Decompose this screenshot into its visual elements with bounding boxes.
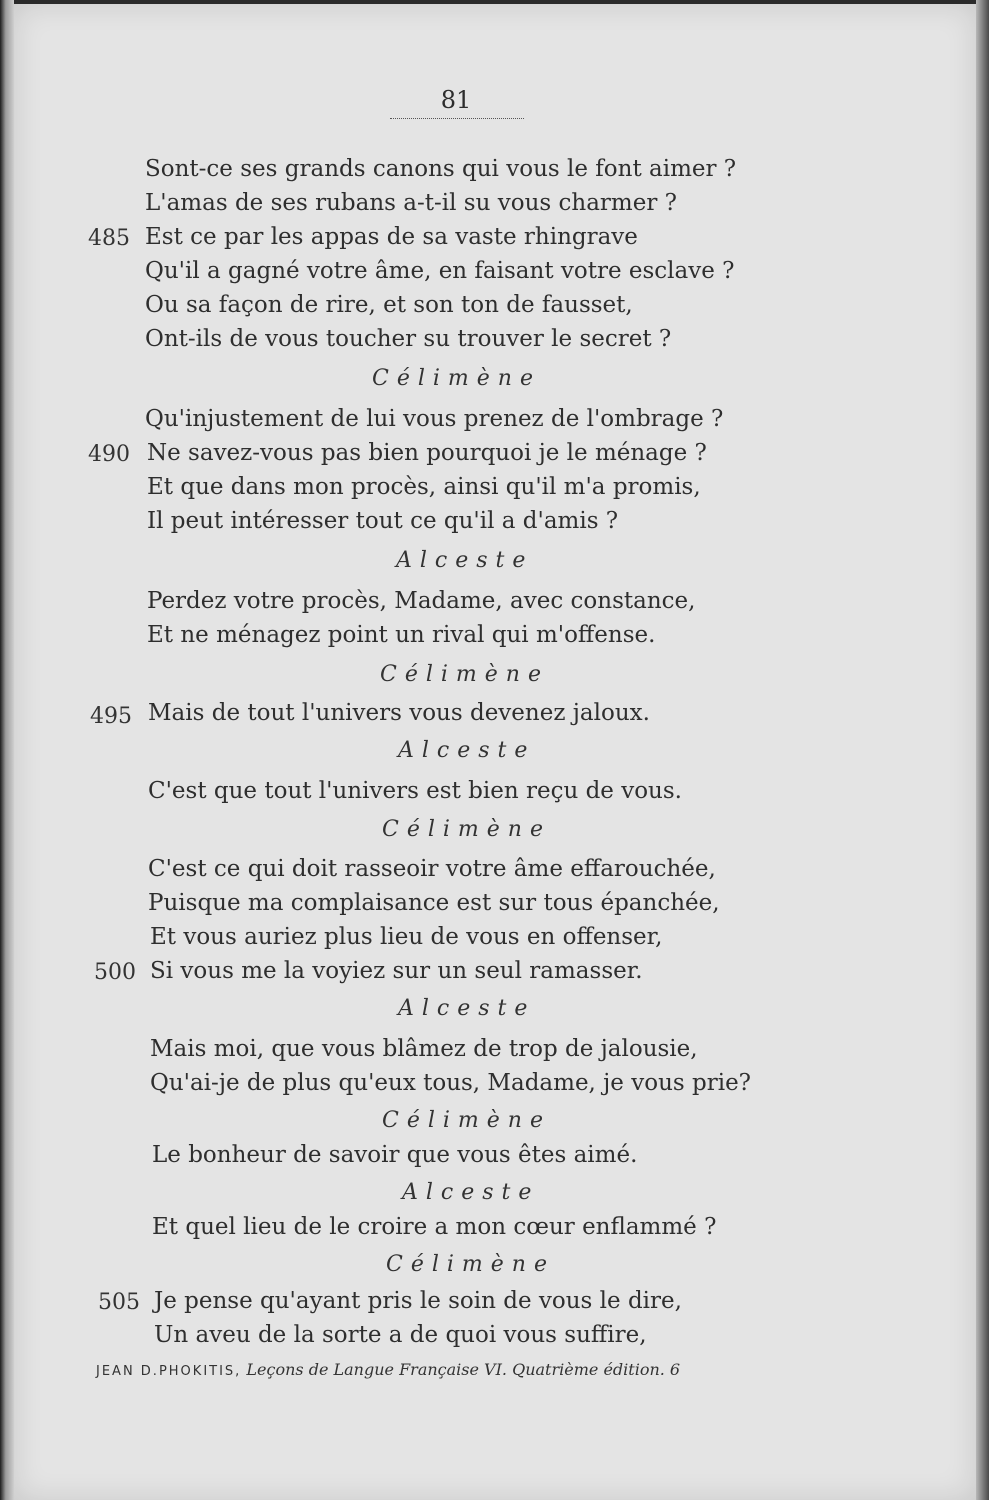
verse-line: Puisque ma complaisance est sur tous épanchée, xyxy=(148,890,720,916)
book-gutter-left xyxy=(0,0,14,1500)
page-footer xyxy=(96,1360,680,1379)
verse-line: Mais de tout l'univers vous devenez jaloux. xyxy=(148,700,650,726)
verse-line: Et quel lieu de le croire a mon cœur enflammé ? xyxy=(152,1214,717,1240)
line-number: 490 xyxy=(88,442,130,467)
speaker-name: Célimène xyxy=(380,662,549,687)
verse-line: Sont-ce ses grands canons qui vous le font aimer ? xyxy=(145,156,737,182)
verse-line: Perdez votre procès, Madame, avec constance, xyxy=(147,588,696,614)
speaker-name: Alceste xyxy=(396,548,534,573)
footer-author: JEAN D.PHOKITIS, xyxy=(96,1364,242,1379)
verse-line: C'est que tout l'univers est bien reçu de vous. xyxy=(148,778,682,804)
line-number: 505 xyxy=(98,1290,140,1315)
verse-line: Je pense qu'ayant pris le soin de vous le dire, xyxy=(154,1288,682,1314)
page-number: 81 xyxy=(440,86,472,114)
verse-line: C'est ce qui doit rasseoir votre âme effarouchée, xyxy=(148,856,716,882)
page-number-rule xyxy=(390,118,524,119)
verse-line: Et ne ménagez point un rival qui m'offense. xyxy=(147,622,656,648)
speaker-name: Célimène xyxy=(386,1252,555,1277)
verse-line: Et vous auriez plus lieu de vous en offenser, xyxy=(150,924,663,950)
verse-line: Mais moi, que vous blâmez de trop de jalousie, xyxy=(150,1036,698,1062)
verse-line: Est ce par les appas de sa vaste rhingrave xyxy=(145,224,638,250)
verse-line: L'amas de ses rubans a-t-il su vous charmer ? xyxy=(145,190,677,216)
speaker-name: Célimène xyxy=(382,1108,551,1133)
line-number: 485 xyxy=(88,226,130,251)
verse-line: Le bonheur de savoir que vous êtes aimé. xyxy=(152,1142,638,1168)
line-number: 495 xyxy=(90,704,132,729)
footer-book-title: Leçons de Langue Française VI. Quatrième édition. 6 xyxy=(246,1360,681,1379)
verse-line: Qu'injustement de lui vous prenez de l'ombrage ? xyxy=(145,406,724,432)
verse-line: Ou sa façon de rire, et son ton de fausset, xyxy=(145,292,633,318)
verse-line: Qu'il a gagné votre âme, en faisant votre esclave ? xyxy=(145,258,735,284)
speaker-name: Alceste xyxy=(398,996,536,1021)
verse-line: Qu'ai-je de plus qu'eux tous, Madame, je vous prie? xyxy=(150,1070,752,1096)
page-edge-right xyxy=(976,0,989,1500)
speaker-name: Alceste xyxy=(402,1180,540,1205)
line-number: 500 xyxy=(94,960,136,985)
speaker-name: Célimène xyxy=(382,817,551,842)
verse-line: Il peut intéresser tout ce qu'il a d'amis ? xyxy=(147,508,619,534)
verse-line: Et que dans mon procès, ainsi qu'il m'a promis, xyxy=(147,474,701,500)
speaker-name: Célimène xyxy=(372,366,541,391)
verse-line: Si vous me la voyiez sur un seul ramasser. xyxy=(150,958,643,984)
verse-line: Ne savez-vous pas bien pourquoi je le ménage ? xyxy=(147,440,707,466)
speaker-name: Alceste xyxy=(398,738,536,763)
verse-line: Un aveu de la sorte a de quoi vous suffire, xyxy=(154,1322,647,1348)
verse-line: Ont-ils de vous toucher su trouver le secret ? xyxy=(145,326,672,352)
